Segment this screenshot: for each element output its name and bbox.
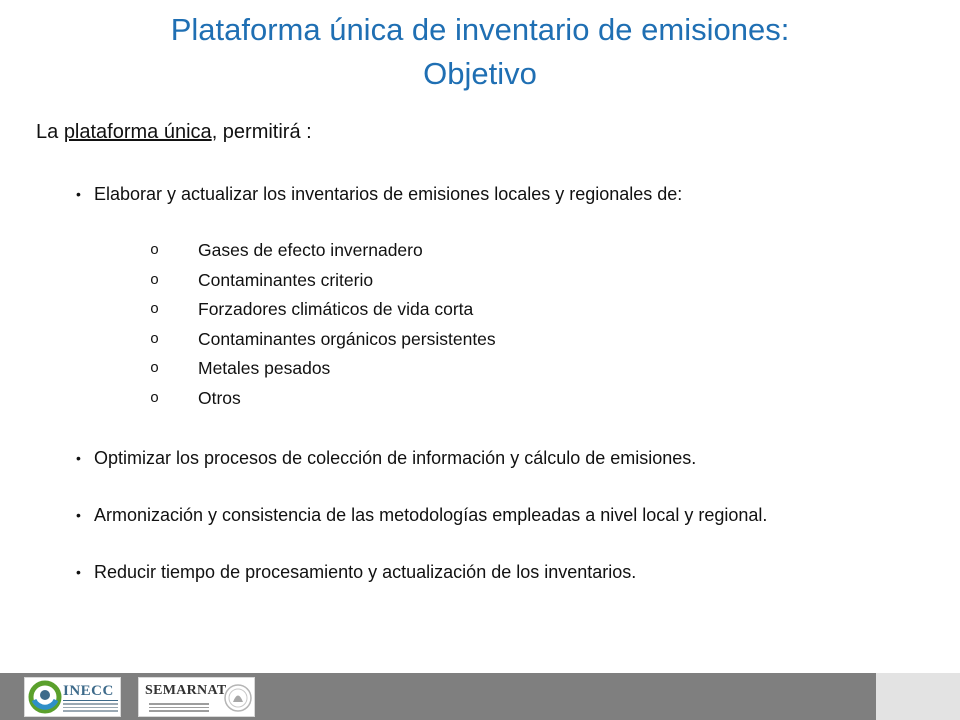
slide-title [0,8,960,96]
bullet-item [76,502,767,528]
sub-list-item [150,266,496,296]
intro-underlined: plataforma única [63,121,212,143]
circle-bullet-icon: o [150,360,160,377]
sub-item-text: Gases de efecto invernadero [198,240,423,260]
inecc-logo-text: INECC [63,683,114,699]
sub-list-item [150,325,496,355]
circle-bullet-icon: o [150,389,160,407]
sub-item-text: Contaminantes orgánicos persistentes [198,328,496,349]
intro-prefix: La [36,121,64,143]
sub-list-item [150,384,496,414]
bullet-text: Elaborar y actualizar los inventarios de emisiones locales y regionales de: [94,184,683,204]
bullet-text: Armonización y consistencia de las metodologías empleadas a nivel local y regional. [94,505,768,525]
bullet-dot-icon: • [76,450,81,466]
bullet-dot-icon: • [76,564,81,580]
circle-bullet-icon: o [150,271,160,289]
sub-list-item [150,236,496,266]
semarnat-logo-text: SEMARNAT [145,683,227,698]
bullet-item [76,559,636,585]
bullet-text: Optimizar los procesos de colección de información y cálculo de emisiones. [94,448,697,468]
sub-list [150,236,496,413]
title-line-2: Objetivo [423,56,537,91]
sub-item-text: Forzadores climáticos de vida corta [198,299,474,319]
inecc-emblem-icon [28,680,62,714]
footer-corner-box [876,673,960,720]
mexico-seal-icon [223,681,253,715]
bullet-dot-icon: • [76,186,81,202]
intro-text [36,118,312,146]
circle-bullet-icon: o [150,330,160,348]
sub-item-text: Contaminantes criterio [198,269,374,290]
circle-bullet-icon: o [150,242,160,259]
bullet-dot-icon: • [76,507,81,523]
semarnat-subtitle-lines [149,701,209,712]
bullet-item [76,181,682,207]
sub-list-item [150,354,496,384]
inecc-logo [24,677,121,717]
bullet-text: Reducir tiempo de procesamiento y actualización de los inventarios. [94,562,637,582]
circle-bullet-icon: o [150,301,160,318]
sub-item-text: Metales pesados [198,358,331,378]
sub-list-item [150,295,496,325]
sub-item-text: Otros [198,387,241,408]
bullet-item [76,445,696,471]
intro-suffix: , permitirá : [211,121,312,143]
inecc-subtitle-lines [63,700,118,713]
semarnat-logo [138,677,255,717]
title-line-1: Plataforma única de inventario de emisiones: [170,12,790,47]
